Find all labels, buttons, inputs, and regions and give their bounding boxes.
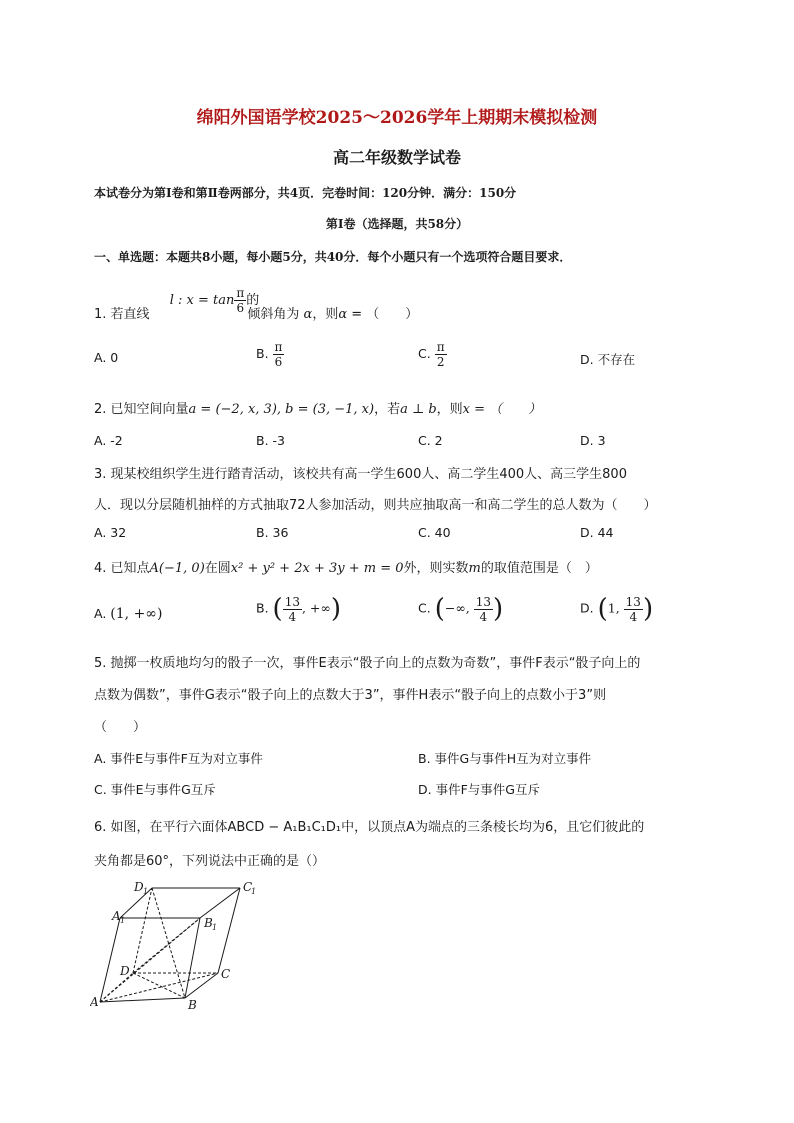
q4-option-c[interactable] [418,594,503,624]
q1-option-c-frac [435,340,447,369]
q4-b-lparen: ( [272,594,283,624]
q4-c-rparen: ) [492,594,504,624]
q3-option-c[interactable]: C. 40 [418,525,451,540]
q4-m: m [468,561,481,576]
question-6-line-1: 6. 如图，在平行六面体ABCD − A₁B₁C₁D₁中，以顶点A为端点的三条棱长均为6，且它们彼此的 [94,820,645,835]
q4-b-den: 4 [288,609,297,624]
q1-alpha: α [303,307,313,322]
q4-c-den: 4 [479,609,488,624]
exam-subtitle: 高二年级数学试卷 [332,148,461,167]
q4-end: 的取值范围是（ ） [480,561,598,576]
q4-d-lparen: ( [597,594,608,624]
q1-option-d[interactable]: D. 不存在 [580,352,636,367]
q1-pre: 若直线 [110,307,150,322]
q4-b-frac [283,595,302,624]
q4-c-head: −∞, [444,600,474,616]
q3-option-b[interactable]: B. 36 [256,525,289,540]
exam-title: 绵阳外国语学校2025～2026学年上期期末模拟检测 [196,108,598,128]
q4-point: A(−1, 0) [149,561,205,576]
q4-option-b[interactable] [256,594,341,624]
q2-xeq: x = （ ） [462,402,542,417]
q2-option-a[interactable]: A. -2 [94,433,123,448]
q1-mid: 倾斜角为 [247,307,300,322]
parallelepiped-figure [90,875,270,1015]
label-b: B [188,998,197,1012]
edge-ab [100,998,185,1002]
q1-line-equation [169,286,264,315]
q1-fraction [234,286,246,315]
label-a: A [90,995,99,1009]
label-d1-sub: 1 [143,887,149,896]
q2-option-b[interactable]: B. -3 [256,433,285,448]
q2-vectors: a = (−2, x, 3), b = (3, −1, x) [188,402,375,417]
q1-line-label: l : x = tan [169,293,235,308]
q2-perp: a ⊥ b [400,402,437,417]
q1-b-den: 6 [274,355,283,369]
q1-option-c-label: C. [418,346,431,361]
q4-c-lparen: ( [434,594,445,624]
exam-info: 本试卷分为第Ⅰ卷和第Ⅱ卷两部分，共4页．完卷时间：120分钟．满分：150分 [94,186,517,200]
q1-b-num: π [274,340,283,354]
question-5-line-2: 点数为偶数”，事件G表示“骰子向上的点数大于3”，事件H表示“骰子向上的点数小于3”则 [94,688,607,703]
q1-number: 1. [94,307,107,322]
question-4 [94,557,598,576]
question-2 [94,398,541,417]
q1-then: ，则 [312,307,339,322]
q1-frac-den: 6 [236,301,245,315]
diagonal-db [133,973,185,998]
q4-b-tail: , +∞ [301,600,331,616]
label-a1-sub: 1 [120,916,126,925]
question-6-line-2: 夹角都是60°，下列说法中正确的是（） [94,854,326,869]
q4-mid: 在圆 [204,561,231,576]
q1-alpha2: α [338,307,348,322]
label-b1: B [204,916,213,930]
q4-circle: x² + y² + 2x + 3y + m = 0 [230,561,404,576]
q4-b-label: B. [256,600,269,616]
label-a1: A [112,909,121,923]
q4-c-label: C. [418,600,431,616]
q2-option-c[interactable]: C. 2 [418,433,443,448]
q5-option-d[interactable]: D. 事件F与事件G互斥 [418,782,540,797]
q4-c-num: 13 [475,594,491,609]
q4-d-den: 4 [629,609,638,624]
section-heading: 一、单选题：本题共8小题，每小题5分，共40分．每个小题只有一个选项符合题目要求． [94,250,572,264]
edge-bb1 [185,918,200,998]
q4-a-value: (1, +∞) [110,606,163,622]
q4-b-num: 13 [284,594,300,609]
q4-pre: 4. 已知点 [94,561,150,576]
q4-option-d[interactable] [580,594,653,624]
edge-aa1 [100,918,120,1002]
q3-option-d[interactable]: D. 44 [580,525,614,540]
q4-d-frac [624,595,643,624]
question-5-line-3: （ ） [94,720,147,735]
q1-de: 的 [246,293,260,308]
q4-d-rparen: ) [642,594,654,624]
q3-option-a[interactable]: A. 32 [94,525,127,540]
q4-b-rparen: ) [330,594,341,624]
q1-option-b-frac [273,340,285,369]
edge-bc [185,973,218,998]
question-3-line-2: 人．现以分层随机抽样的方式抽取72人参加活动，则共应抽取高一和高二学生的总人数为（ ） [94,498,657,513]
q1-option-c[interactable] [418,340,447,369]
q1-c-den: 2 [436,355,445,369]
q4-d-num: 13 [625,594,641,609]
q2-text-a: 2. 已知空间向量 [94,402,189,417]
edge-cc1 [218,888,240,973]
q2-text-b: ，若 [374,402,401,417]
label-c: C [221,967,231,981]
question-3-line-1: 3. 现某校组织学生进行踏青活动，该校共有高一学生600人、高二学生400人、高三学生800 [94,467,627,482]
q1-c-num: π [436,340,445,354]
label-b1-sub: 1 [212,923,218,932]
question-1 [94,286,419,329]
q4-a-label: A. [94,606,107,621]
q4-post: 外，则实数 [403,561,469,576]
q2-option-d[interactable]: D. 3 [580,433,606,448]
q1-option-b[interactable] [256,340,284,369]
diagonal-d1b [152,888,185,998]
label-c1-sub: 1 [251,887,257,896]
label-c1: C [243,880,253,894]
q1-eq: = （ ） [347,307,419,322]
q1-option-a[interactable]: A. 0 [94,350,119,365]
q4-option-a[interactable] [94,606,162,622]
part-heading: 第Ⅰ卷（选择题，共58分） [325,217,469,231]
q4-c-frac [474,595,493,624]
q5-option-b[interactable]: B. 事件G与事件H互为对立事件 [418,751,592,766]
label-d: D [120,964,130,978]
q1-frac-num: π [236,286,245,300]
q2-text-c: ，则 [436,402,463,417]
q4-d-head: 1, [607,600,624,616]
q4-d-label: D. [580,600,594,616]
question-5-line-1: 5. 抛掷一枚质地均匀的骰子一次，事件E表示“骰子向上的点数为奇数”，事件F表示“骰子向上的 [94,656,641,671]
edge-b1c1 [200,888,240,918]
q5-option-c[interactable]: C. 事件E与事件G互斥 [94,782,216,797]
label-d1: D [134,880,144,894]
q5-option-a[interactable]: A. 事件E与事件F互为对立事件 [94,751,263,766]
q1-option-b-label: B. [256,346,269,361]
